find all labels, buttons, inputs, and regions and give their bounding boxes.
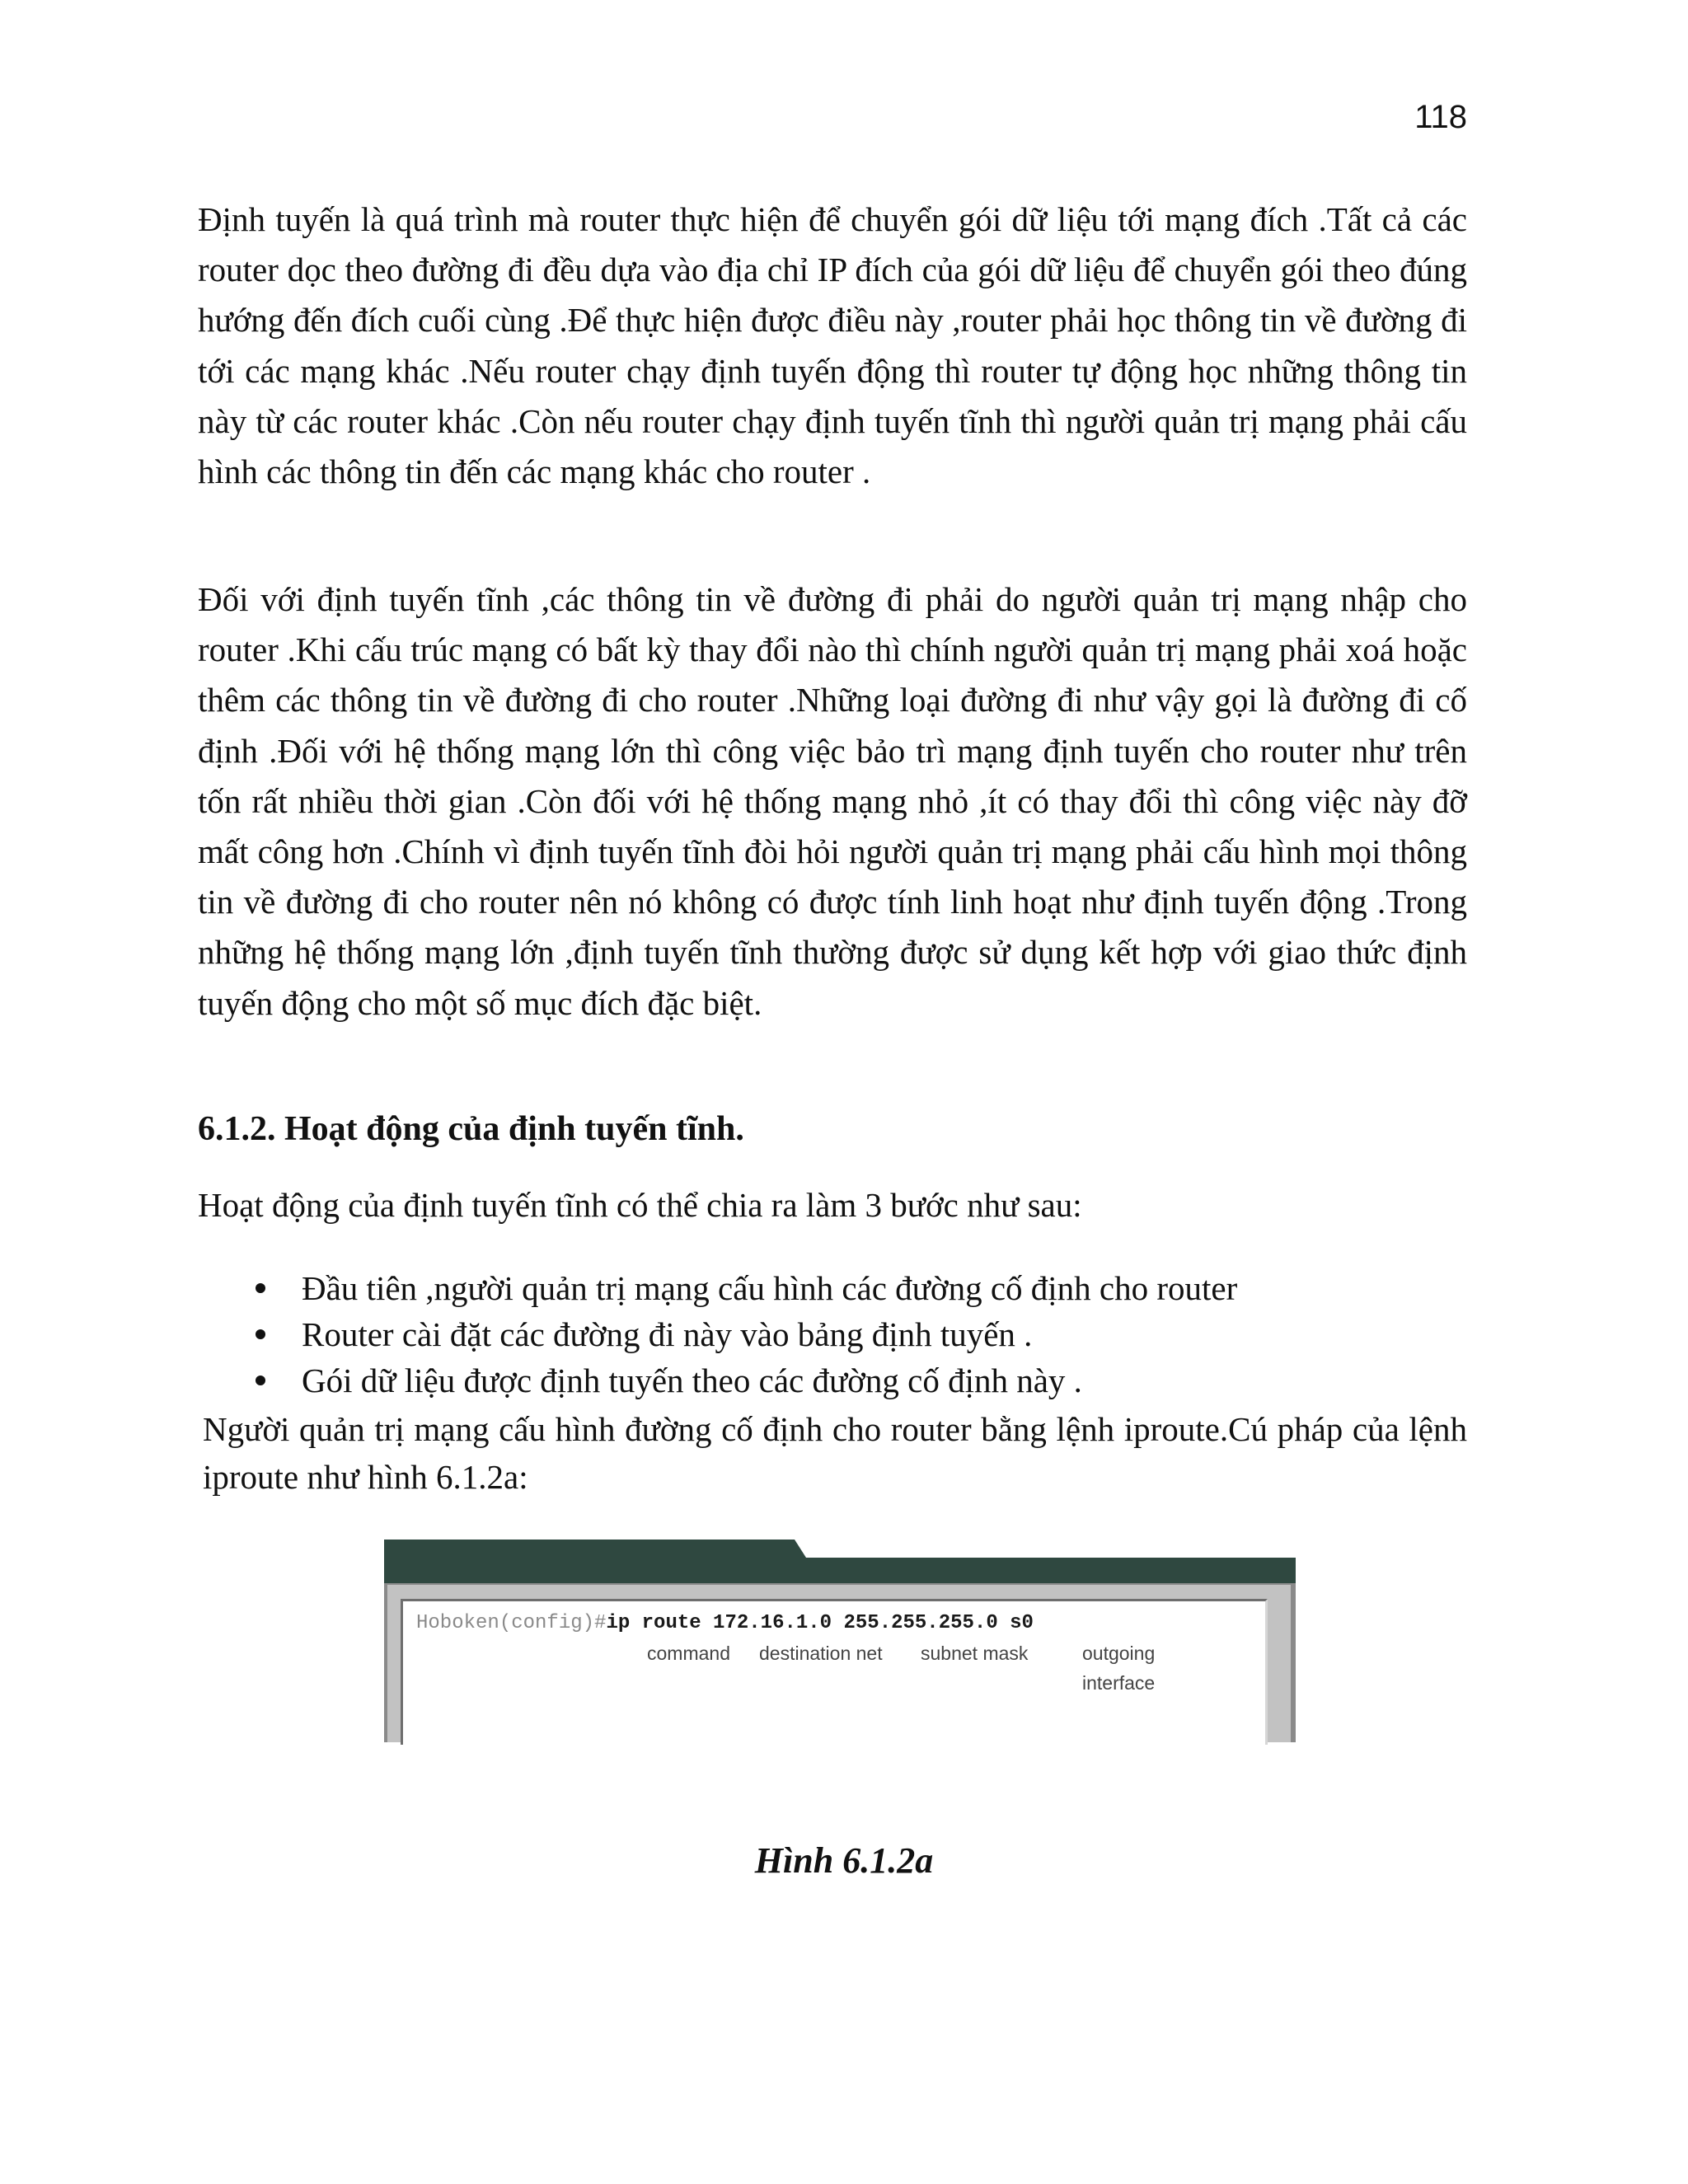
- bullet-icon: [256, 1376, 265, 1385]
- page-number: 118: [1414, 99, 1467, 135]
- section-heading: 6.1.2. Hoạt động của định tuyến tĩnh.: [198, 1110, 744, 1148]
- section-intro: Hoạt động của định tuyến tĩnh có thể chia ra làm 3 bước như sau:: [198, 1186, 1082, 1224]
- figure-caption: Hình 6.1.2a: [754, 1840, 934, 1881]
- paragraph-static-routing: Đối với định tuyến tĩnh ,các thông tin về đường đi phải do người quản trị mạng nhập cho router .Khi cấu trúc mạng có bất kỳ thay đổi nào thì chính người quản trị mạng phải xoá hoặc thêm các thông tin về đường đi cho router .Những loại đường đi như vậy gọi là đường đi cố định .Đối với hệ thống mạng lớn thì công việc bảo trì mạng định tuyến cho router như trên tốn rất nhiều thời gian .Còn đối với hệ thống mạng nhỏ ,ít có thay đổi thì công việc này đỡ mất công hơn .Chính vì định tuyến tĩnh đòi hỏi người quản trị mạng phải cấu hình mọi thông tin về đường đi cho router nên nó không có được tính linh hoạt như định tuyến động .Trong những hệ thống mạng lớn ,định tuyến tĩnh thường được sử dụng kết hợp với giao thức định tuyến động cho một số mục đích đặc biệt.: [198, 580, 1467, 1022]
- label-destination-net: destination net: [759, 1643, 883, 1664]
- paragraph-iproute: Người quản trị mạng cấu hình đường cố định cho router bằng lệnh iproute.Cú pháp của lệnh iproute như hình 6.1.2a:: [203, 1410, 1467, 1496]
- cli-prompt: Hoboken(config)#: [416, 1612, 607, 1634]
- list-item-text: Gói dữ liệu được định tuyến theo các đường cố định này .: [302, 1361, 1082, 1399]
- bullet-icon: [256, 1283, 265, 1293]
- cli-command: ip route 172.16.1.0 255.255.255.0 s0: [606, 1612, 1034, 1634]
- command-line: [416, 1611, 1034, 1636]
- command-figure: [384, 1540, 1296, 1742]
- window-title-bar: [384, 1540, 1296, 1584]
- list-item: [0, 1311, 1484, 1357]
- label-command: command: [647, 1643, 730, 1664]
- list-item-text: Router cài đặt các đường đi này vào bảng định tuyến .: [302, 1315, 1033, 1353]
- terminal-panel: [401, 1599, 1268, 1745]
- list-item: [0, 1265, 1484, 1311]
- paragraph-routing-intro: Định tuyến là quá trình mà router thực hiện để chuyển gói dữ liệu tới mạng đích .Tất cả các router dọc theo đường đi đều dựa vào địa chỉ IP đích của gói dữ liệu để chuyển gói theo đúng hướng đến đích cuối cùng .Để thực hiện được điều này ,router phải học thông tin về đường đi tới các mạng khác .Nếu router chạy định tuyến động thì router tự động học những thông tin này từ các router khác .Còn nếu router chạy định tuyến tĩnh thì người quản trị mạng phải cấu hình các thông tin đến các mạng khác cho router .: [198, 200, 1467, 491]
- list-item-text: Đầu tiên ,người quản trị mạng cấu hình các đường cố định cho router: [302, 1269, 1238, 1307]
- label-subnet-mask: subnet mask: [921, 1643, 1029, 1664]
- label-outgoing: outgoing: [1082, 1643, 1156, 1664]
- list-item: [0, 1357, 1484, 1404]
- label-interface: interface: [1082, 1672, 1156, 1694]
- bullet-icon: [256, 1329, 265, 1339]
- step-list: [0, 1265, 1484, 1404]
